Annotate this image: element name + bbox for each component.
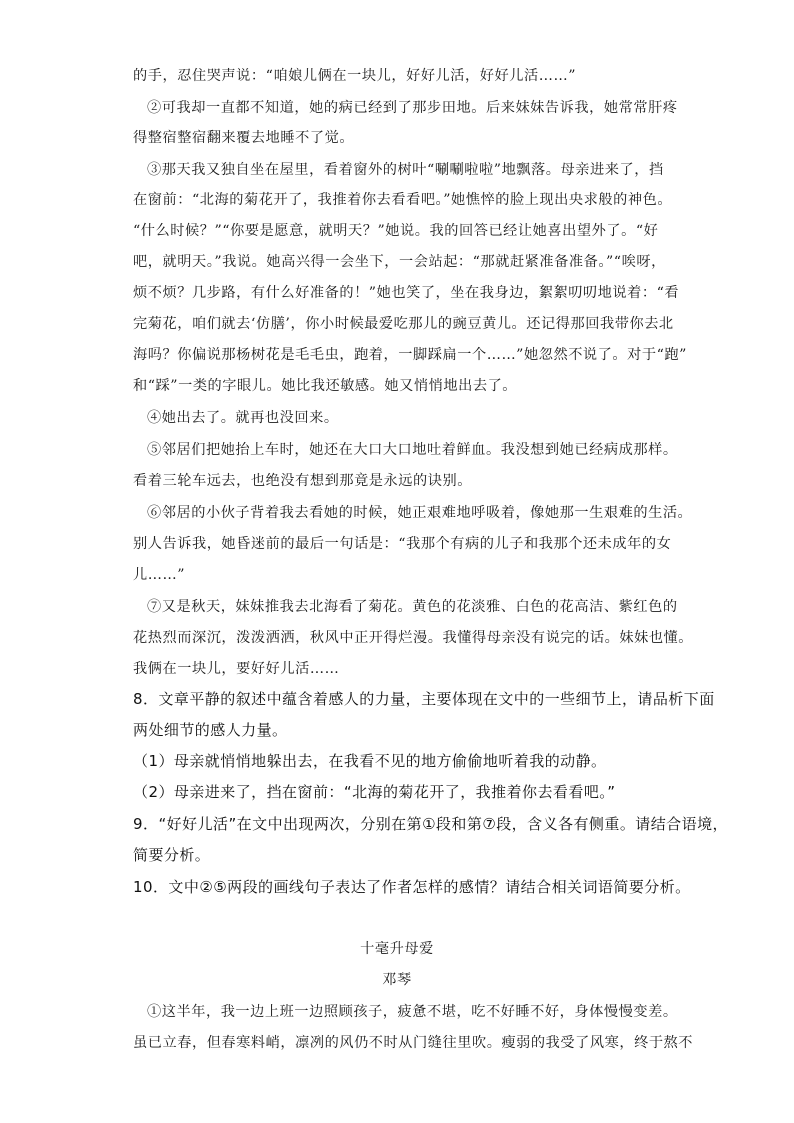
passage-line: ⑤邻居们把她抬上车时，她还在大口大口地吐着鲜血。我没想到她已经病成那样。 (147, 442, 678, 458)
passage-line: 花热烈而深沉，泼泼洒洒，秋风中正开得烂漫。我懂得母亲没有说完的话。妹妹也懂。 (133, 630, 694, 646)
article-title: 十毫升母爱 (360, 941, 434, 957)
passage-line: ⑥邻居的小伙子背着我去看她的时候，她正艰难地呼吸着，像她那一生艰难的生活。 (147, 505, 693, 521)
article-line: ①这半年，我一边上班一边照顾孩子，疲惫不堪，吃不好睡不好，身体慢慢变差。 (147, 1004, 678, 1020)
passage-line: 吧，就明天。”我说。她高兴得一会坐下，一会站起：“那就赶紧准备准备。”“唉呀， (133, 254, 666, 270)
question-8: 8．文章平静的叙述中蕴含着感人的力量，主要体现在文中的一些细节上，请品析下面 (133, 690, 715, 708)
passage-line: 烦不烦？几步路，有什么好准备的！”她也笑了，坐在我身边，絮絮叨叨地说着：“看 (133, 285, 680, 301)
passage-line: ④她出去了。就再也没回来。 (147, 410, 339, 426)
question-8-item-2: （2）母亲进来了，挡在窗前：“北海的菊花开了，我推着你去看看吧。” (133, 783, 616, 801)
passage-line: 完菊花，咱们就去‘仿膳’，你小时候最爱吃那儿的豌豆黄儿。还记得那回我带你去北 (133, 316, 674, 332)
passage-line: 得整宿整宿翻来覆去地睡不了觉。 (133, 130, 355, 146)
question-10: 10．文中②⑤两段的画线句子表达了作者怎样的感情？请结合相关词语简要分析。 (133, 878, 691, 896)
passage-line: “什么时候？”“你要是愿意，就明天？”她说。我的回答已经让她喜出望外了。“好 (133, 223, 659, 239)
passage-line: 看着三轮车远去，也绝没有想到那竟是永远的诀别。 (133, 473, 472, 489)
passage-line: 我俩在一块儿，要好好儿活…… (133, 661, 340, 677)
passage-line: 别人告诉我，她昏迷前的最后一句话是：“我那个有病的儿子和我那个还未成年的女 (133, 536, 672, 552)
passage-line: 在窗前：“北海的菊花开了，我推着你去看看吧。”她憔悴的脸上现出央求般的神色。 (133, 192, 673, 208)
passage-line: 和“踩”一类的字眼儿。她比我还敏感。她又悄悄地出去了。 (133, 378, 518, 394)
question-9-cont: 简要分析。 (133, 846, 211, 864)
question-8-cont: 两处细节的感人力量。 (133, 721, 288, 739)
question-8-item-1: （1）母亲就悄悄地躲出去，在我看不见的地方偷偷地听着我的动静。 (133, 752, 607, 770)
article-author: 邓琴 (382, 972, 412, 988)
passage-line: 的手，忍住哭声说：“咱娘儿俩在一块儿，好好儿活，好好儿活……” (133, 68, 576, 84)
passage-line: 儿……” (133, 567, 186, 583)
article-line: 虽已立春，但春寒料峭，凛冽的风仍不时从门缝往里吹。瘦弱的我受了风寒，终于熬不 (133, 1035, 694, 1051)
question-9: 9．“好好儿活”在文中出现两次，分别在第①段和第⑦段，含义各有侧重。请结合语境， (133, 815, 728, 833)
passage-line: ②可我却一直都不知道，她的病已经到了那步田地。后来妹妹告诉我，她常常肝疼 (147, 100, 678, 116)
passage-line: 海吗？你偏说那杨树花是毛毛虫，跑着，一脚踩扁一个……”她忽然不说了。对于“跑” (133, 347, 687, 363)
passage-line: ⑦又是秋天，妹妹推我去北海看了菊花。黄色的花淡雅、白色的花高洁、紫红色的 (147, 599, 678, 615)
passage-line: ③那天我又独自坐在屋里，看着窗外的树叶“唰唰啦啦”地飘落。母亲进来了，挡 (147, 162, 664, 178)
